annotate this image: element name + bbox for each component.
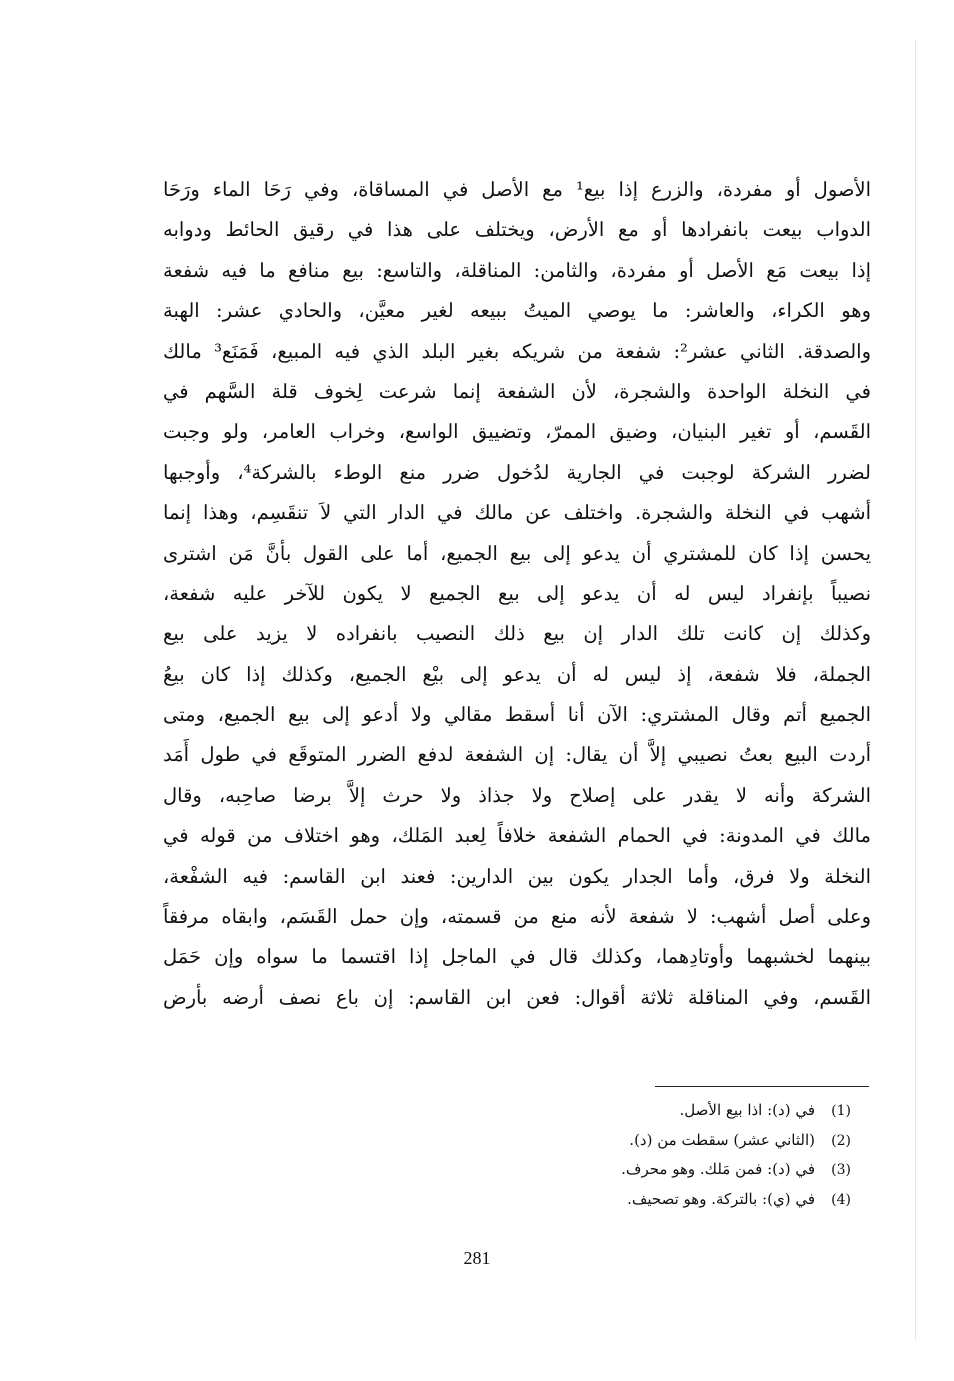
text-line: الأصول أو مفردة، والزرع إذا بيع¹ مع الأصل في المساقاة، وفي رَحَا الماء ورَحَا [163, 178, 871, 201]
text-line: أشهب في النخلة والشجرة. واختلف عن مالك في الدار التي لاَ تنقَسِم، وهذا إنما [163, 501, 871, 525]
footnote [451, 1096, 851, 1126]
text-line: يحسن إذا كان للمشتري أن يدعو إلى بيع الجميع، أما على القول بأنَّ مَن اشترى [163, 541, 871, 565]
page-number: 281 [463, 1248, 491, 1268]
footnote-number: (1) [831, 1103, 851, 1119]
text-line: الشركة وأنه لا يقدر على إصلاح ولا جذاذ ولا حرث إلاَّ برضا صاحِبه، وقال [163, 783, 871, 807]
text-line: وهو الكراء، والعاشر: ما يوصي الميتُ ببيعه لغير معيَّن، والحادي عشر: الهبة [163, 299, 871, 323]
text-line: نصيباً بإنفراد ليس له أن يدعو إلى بيع الجميع لا يكون للآخر عليه شفعة، [163, 581, 871, 605]
text-line: القَسم، أو تغير البنيان، وضيق الممرّ، وتضييق الواسع، وخراب العامر، ولو وجبت [163, 420, 871, 444]
footnote [451, 1126, 851, 1156]
footnote-text: في (د): اذا بيع الأصل. [679, 1101, 815, 1119]
footnote [451, 1185, 851, 1215]
footnote-text: في (ي): بالتركة. وهو تصحيف. [627, 1189, 815, 1208]
text-line: الدواب بيعت بانفرادها أو مع الأرض، ويختلف على هذا في رقيق الحائط ودوابه [163, 218, 871, 242]
footnote-text: (الثاني عشر) سقطت من (د). [629, 1130, 815, 1149]
footnote [451, 1155, 851, 1185]
text-line: وعلى أصل أشهب: لا شفعة لأنه منع من قسمته، وإن حمل القَسَم، وابقاه مرفقاً [163, 905, 871, 929]
text-line: في النخلة الواحدة والشجرة، لأن الشفعة إنما شرعت لِخوف قلة السَّهم في [163, 379, 871, 403]
footnote-number: (2) [831, 1132, 851, 1149]
footnotes [451, 1096, 851, 1214]
text-line: إذا بيعت مَع الأصل أو مفردة، والثامن: المناقلة، والتاسع: بيع منافع ما فيه شفعة [163, 258, 871, 282]
text-line: لضرر الشركة لوجبت في الجارية لدُخول ضرر منع الوطء بالشركة⁴، وأوجبها [163, 460, 871, 484]
main-text-block [163, 170, 871, 1018]
footnote-number: (4) [831, 1191, 851, 1208]
text-line: الجميع أتم وقال المشتري: الآن أنا أسقط مقالي ولا أدعو إلى بيع الجميع، ومتى [163, 703, 871, 727]
text-line: القَسم، وفي المناقلة ثلاثة أقوال: فعن ابن القاسم: إن باع نصف أرضه بأرض [163, 985, 871, 1009]
scan-edge-line [915, 40, 916, 1340]
text-line: وكذلك إن كانت تلك الدار إن بيع ذلك النصيب بانفراده لا يزيد على بيع [163, 622, 871, 646]
text-line: بينهما لخشبهما وأوتادِهما، وكذلك قال في الماجل إذا اقتسما ما سواه وإن حَمَل [163, 945, 871, 969]
text-line: النخلة ولا فرق، وأما الجدار يكون بين الدارين: فعند ابن القاسم: فيه الشفْعة، [163, 864, 871, 888]
text-line: والصدقة. الثاني عشر²: شفعة من شريكه بغير البلد الذي فيه المبيع، فَمَنَع³ مالك [163, 339, 871, 363]
footnote-separator [655, 1086, 869, 1087]
footnote-text: في (د): فمن مَلك. وهو محرف. [621, 1160, 815, 1178]
text-line: مالك في المدونة: في الحمام الشفعة خلافاً لِعبد المَلك، وهو اختلاف من قوله في [163, 824, 871, 848]
text-line: الجملة، فلا شفعة، إذ ليس له أن يدعو إلى بيْع الجميع، وكذلك إذا كان بيعُ [163, 662, 871, 686]
footnote-number: (3) [831, 1162, 851, 1178]
text-line: أردت البيع بعتُ نصيبي إلاَّ أن يقال: إن الشفعة لدفع الضرر المتوقَع في طول أَمَد [163, 743, 871, 767]
